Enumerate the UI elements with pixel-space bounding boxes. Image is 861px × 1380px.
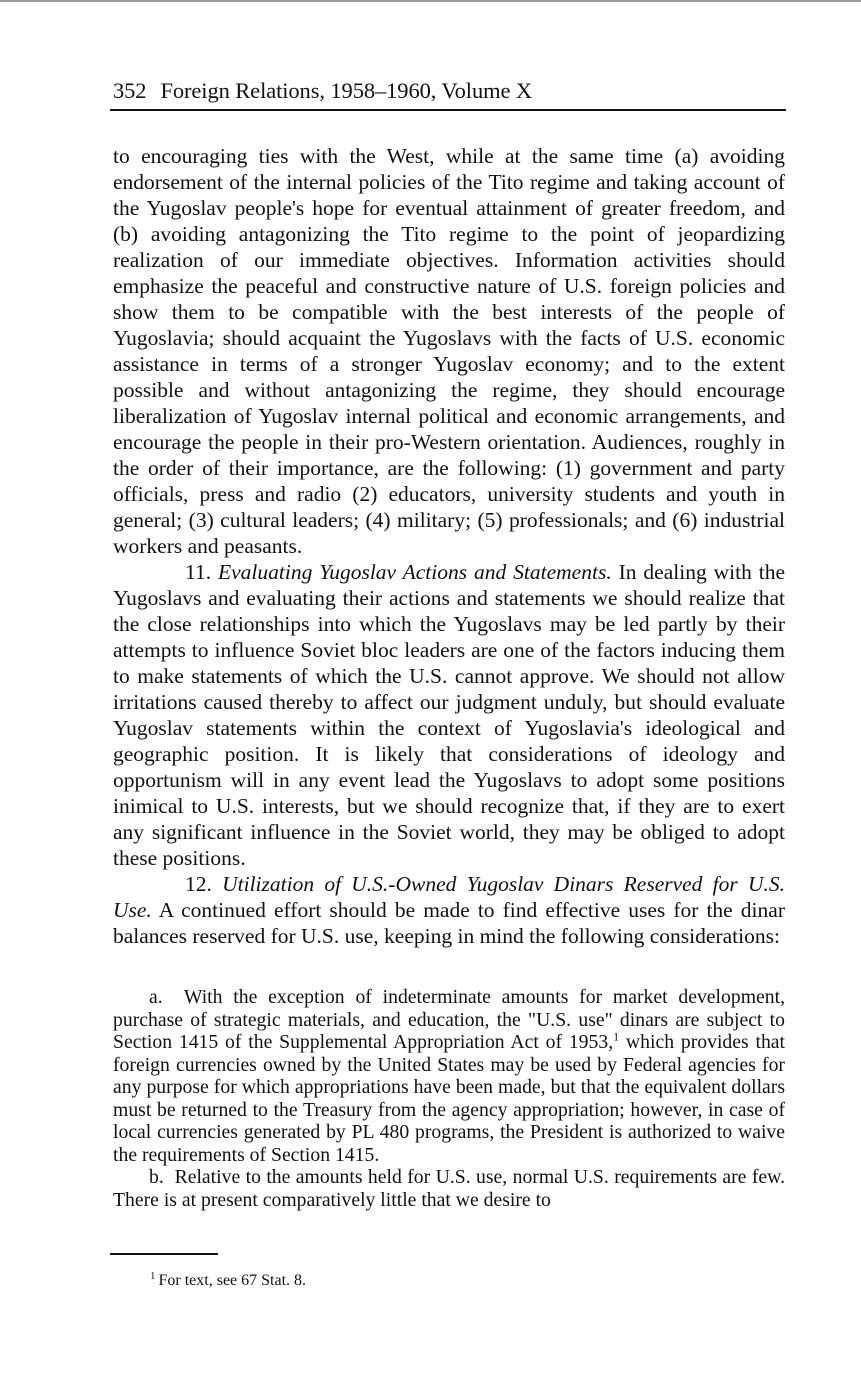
header-rule — [110, 109, 786, 111]
section-11-heading: Evaluating Yugoslav Actions and Statements. — [217, 560, 612, 584]
section-11-paragraph — [113, 559, 785, 871]
running-header — [113, 76, 785, 106]
list-item-a-label: a. — [149, 986, 163, 1008]
footnote — [150, 1270, 306, 1292]
section-12-text: A continued effort should be made to find effective uses for the dinar balances reserved for U.S. use, keeping in mind the following considerations: — [113, 898, 785, 948]
section-12-heading: Utilization of U.S.-Owned Yugoslav Dinars Reserved for U.S. Use. — [113, 872, 786, 922]
list-item-b-text: Relative to the amounts held for U.S. use, normal U.S. requirements are few. There is at present comparatively little that we desire to — [113, 1166, 785, 1211]
section-12-number: 12. — [185, 872, 212, 896]
list-item-b-label: b. — [149, 1166, 164, 1188]
section-12-paragraph — [113, 871, 785, 949]
volume-title: Foreign Relations, 1958–1960, Volume X — [160, 78, 533, 103]
scan-top-edge — [0, 0, 861, 2]
section-11-text: In dealing with the Yugoslavs and evaluating their actions and statements we should realize that the close relationships into which the Yugoslavs may be led partly by their attempts to influence Soviet bloc leaders are one of the factors inducing them to make statements of which the U.S. cannot approve. We should not allow irritations caused thereby to affect our judgment unduly, but should evaluate Yugoslav statements within the context of Yugoslavia's ideological and geographic position. It is likely that considerations of ideology and opportunism will in any event lead the Yugoslavs to adopt some positions inimical to U.S. interests, but we should recognize that, if they are to exert any significant influence in the Soviet world, they may be obliged to adopt these positions. — [113, 560, 786, 870]
continued-paragraph: to encouraging ties with the West, while at the same time (a) avoiding endorsement of the internal policies of the Tito regime and taking account of the Yugoslav people's hope for eventual attainment of greater freedom, and (b) avoiding antagonizing the Tito regime to the point of jeopardizing realization of our immediate objectives. Information activities should emphasize the peaceful and constructive nature of U.S. foreign policies and show them to be compatible with the best interests of the people of Yugoslavia; should acquaint the Yugoslavs with the facts of U.S. economic assistance in terms of a stronger Yugoslav economy; and to the extent possible and without antagonizing the regime, they should encourage liberalization of Yugoslav internal political and economic arrangements, and encourage the people in their pro-Western orientation. Audiences, roughly in the order of their importance, are the following: (1) government and party officials, press and radio (2) educators, university students and youth in general; (3) cultural leaders; (4) military; (5) professionals; and (6) industrial workers and peasants. — [113, 144, 785, 558]
footnote-text: For text, see 67 Stat. 8. — [158, 1272, 307, 1289]
footnote-reference[interactable]: 1 — [613, 1029, 620, 1044]
list-item-a — [113, 986, 785, 1166]
page-number: 352 — [113, 78, 147, 103]
footnote-rule — [110, 1253, 218, 1255]
considerations-list — [113, 986, 785, 1211]
list-item-a-text-cont: which provides that foreign currencies owned by the United States may be used by Federal agencies for any purpose for which appropriations have been made, but that the equivalent dollars must be returned to the Treasury from the agency appropriation; however, in case of local currencies generated by PL 480 programs, the President is authorized to waive the requirements of Section 1415. — [113, 1031, 785, 1166]
list-item-b — [113, 1166, 785, 1211]
section-11-number: 11. — [185, 560, 212, 584]
main-text — [113, 143, 785, 949]
footnote-marker: 1 — [150, 1269, 156, 1282]
list-item-a-text: With the exception of indeterminate amounts for market development, purchase of strategic materials, and education, the "U.S. use" dinars are subject to Section 1415 of the Supplemental Appropriation Act of 1953, — [113, 986, 785, 1053]
